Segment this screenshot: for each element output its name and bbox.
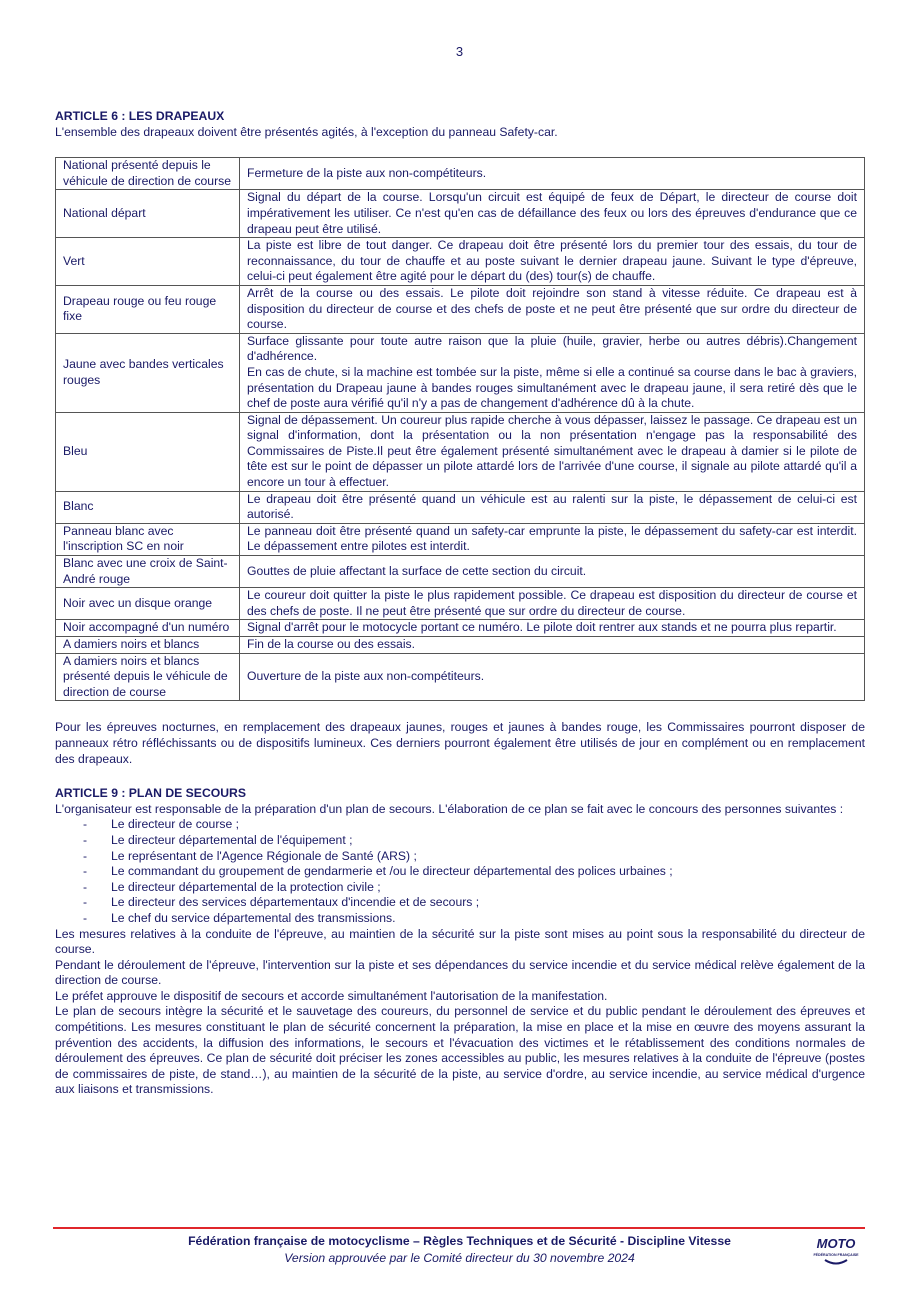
persons-list <box>55 817 865 926</box>
flag-name-cell: Bleu <box>56 412 240 491</box>
flag-name-cell: A damiers noirs et blancs <box>56 637 240 654</box>
flag-row <box>56 158 865 190</box>
list-item: - Le chef du service départemental des transmissions. <box>83 911 865 927</box>
flag-name-cell: Drapeau rouge ou feu rouge fixe <box>56 285 240 333</box>
flag-meaning-cell: Signal d'arrêt pour le motocycle portant ce numéro. Le pilote doit rentrer aux stands et ne pourra plus repartir. <box>240 620 865 637</box>
flag-meaning-cell: Le coureur doit quitter la piste le plus rapidement possible. Ce drapeau est disposition du directeur de course et des chefs de poste. Il ne peut être présenté que sur ordre du directeur de course. <box>240 588 865 620</box>
article-9-paragraphs <box>55 927 865 1099</box>
ffm-logo-icon <box>812 1234 860 1270</box>
flag-meaning-cell: Fin de la course ou des essais. <box>240 637 865 654</box>
flag-name-cell: A damiers noirs et blancs présenté depuis le véhicule de direction de course <box>56 653 240 701</box>
flag-name-cell: Noir avec un disque orange <box>56 588 240 620</box>
flag-meaning-cell: Arrêt de la course ou des essais. Le pilote doit rejoindre son stand à vitesse réduite. Ce drapeau est à disposition du directeur de course et des chefs de poste et ne peut être présenté que sur ordre du directeur de course. <box>240 285 865 333</box>
flag-name-cell: Blanc avec une croix de Saint-André rouge <box>56 556 240 588</box>
article-9-section <box>55 786 865 1098</box>
flag-name-cell: Vert <box>56 238 240 286</box>
flag-meaning-cell: Signal du départ de la course. Lorsqu'un circuit est équipé de feux de Départ, le directeur de course doit impérativement les utiliser. Ce n'est qu'en cas de défaillance des feux ou lors des épreuves d'endurance que ce drapeau peut être utilisé. <box>240 190 865 238</box>
article-9-title: ARTICLE 9 : PLAN DE SECOURS <box>55 786 246 801</box>
footer <box>0 1233 919 1267</box>
flag-row <box>56 556 865 588</box>
svg-text:FÉDÉRATION FRANÇAISE: FÉDÉRATION FRANÇAISE <box>813 1253 859 1257</box>
flag-meaning-cell: Gouttes de pluie affectant la surface de cette section du circuit. <box>240 556 865 588</box>
flag-row <box>56 491 865 523</box>
ffm-logo <box>812 1234 860 1270</box>
article-9-paragraph: Le préfet approuve le dispositif de secours et accorde simultanément l'autorisation de la manifestation. <box>55 988 608 1003</box>
flag-row <box>56 412 865 491</box>
flag-row <box>56 637 865 654</box>
footer-title: Fédération française de motocyclisme – Règles Techniques et de Sécurité - Discipline Vitesse <box>188 1234 731 1248</box>
flag-name-cell: Panneau blanc avec l'inscription SC en noir <box>56 523 240 555</box>
flag-row <box>56 285 865 333</box>
page-number: 3 <box>455 44 464 59</box>
article-6-intro: L'ensemble des drapeaux doivent être présentés agités, à l'exception du panneau Safety-car. <box>55 124 558 139</box>
list-item: - Le directeur des services départementaux d'incendie et de secours ; <box>83 895 865 911</box>
article-9-paragraph: Les mesures relatives à la conduite de l'épreuve, au maintien de la sécurité sur la piste sont mises au point sous la responsabilité du directeur de course. <box>55 926 865 957</box>
flag-meaning-cell: Surface glissante pour toute autre raison que la pluie (huile, gravier, herbe ou autres débris).Changement d'adhérence. En cas de chute, si la machine est tombée sur la piste, même si elle a continué sa course dans le bac à graviers, présentation du Drapeau jaune à bandes rouges simultanément avec le drapeau jaune, il sera retiré dès que le chef de poste aura vérifié qu'il n'y a pas de changement d'adhérence dû à la chute. <box>240 333 865 412</box>
night-events-paragraph: Pour les épreuves nocturnes, en remplacement des drapeaux jaunes, rouges et jaunes à bandes rouge, les Commissaires pourront disposer de panneaux rétro réfléchissants ou de dispositifs lumineux. Ces derniers pourront également être utilisés de jour en complément ou en remplacement des drapeaux. <box>55 720 865 766</box>
list-item: - Le représentant de l'Agence Régionale de Santé (ARS) ; <box>83 849 865 865</box>
flag-name-cell: Blanc <box>56 491 240 523</box>
flag-row <box>56 523 865 555</box>
list-item: - Le directeur départemental de l'équipement ; <box>83 833 865 849</box>
footer-version: Version approuvée par le Comité directeur du 30 novembre 2024 <box>284 1251 635 1265</box>
flag-meaning-cell: Le drapeau doit être présenté quand un véhicule est au ralenti sur la piste, le dépassement de celui-ci est autorisé. <box>240 491 865 523</box>
footer-divider <box>53 1227 865 1229</box>
flags-table <box>55 157 865 701</box>
flag-name-cell: Noir accompagné d'un numéro <box>56 620 240 637</box>
flag-meaning-cell: Fermeture de la piste aux non-compétiteurs. <box>240 158 865 190</box>
list-item: - Le directeur départemental de la protection civile ; <box>83 880 865 896</box>
document-body <box>55 109 865 1098</box>
flag-name-cell: Jaune avec bandes verticales rouges <box>56 333 240 412</box>
list-item: - Le directeur de course ; <box>83 817 865 833</box>
flags-table-body <box>56 158 865 701</box>
flag-meaning-cell: Le panneau doit être présenté quand un safety-car emprunte la piste, le dépassement du safety-car est interdit. Le dépassement entre pilotes est interdit. <box>240 523 865 555</box>
flag-meaning-cell: Signal de dépassement. Un coureur plus rapide cherche à vous dépasser, laissez le passage. Ce drapeau est un signal d'information, dont la présentation ou la non présentation n'engage pas la responsabilité des Commissaires de Piste.Il peut être également présenté simultanément avec le drapeau à damier si le pilote de tête est sur le point de dépasser un pilote attardé lors de l'arrivée d'une course, il signale au pilote attardé qu'il a encore un tour à effectuer. <box>240 412 865 491</box>
article-9-paragraph: Le plan de secours intègre la sécurité et le sauvetage des coureurs, du personnel de service et du public pendant le déroulement des épreuves et compétitions. Les mesures constituant le plan de sécurité concernent la préparation, la mise en place et la mise en œuvre des moyens assurant la prévention des accidents, la diffusion des informations, le secours et l'évacuation des victimes et le rétablissement des conditions normales de déroulement des épreuves. Ce plan de sécurité doit préciser les zones accessibles au public, les mesures relatives à la conduite de l'épreuve (postes de commissaires de piste, de stand…), au maintien de la sécurité de la piste, au service d'ordre, au service incendie, au service médical d'urgence aux liaisons et transmissions. <box>55 1004 865 1097</box>
flag-meaning-cell: Ouverture de la piste aux non-compétiteurs. <box>240 653 865 701</box>
list-item: - Le commandant du groupement de gendarmerie et /ou le directeur départemental des polices urbaines ; <box>83 864 865 880</box>
svg-text:MOTO: MOTO <box>816 1236 856 1251</box>
flag-row <box>56 190 865 238</box>
flag-row <box>56 238 865 286</box>
flag-row <box>56 333 865 412</box>
flag-row <box>56 620 865 637</box>
flag-name-cell: National départ <box>56 190 240 238</box>
flag-row <box>56 653 865 701</box>
flag-name-cell: National présenté depuis le véhicule de direction de course <box>56 158 240 190</box>
flag-row <box>56 588 865 620</box>
article-9-paragraph: Pendant le déroulement de l'épreuve, l'intervention sur la piste et ses dépendances du service incendie et du service médical relève également de la direction de course. <box>55 957 865 988</box>
article-6-title: ARTICLE 6 : LES DRAPEAUX <box>55 109 225 123</box>
flag-meaning-cell: La piste est libre de tout danger. Ce drapeau doit être présenté lors du premier tour des essais, du tour de reconnaissance, du tour de chauffe et au poste suivant le dernier drapeau jaune. Suivant le type d'épreuve, celui-ci peut également être agité pour le départ du (des) tour(s) de chauffe. <box>240 238 865 286</box>
article-9-intro: L'organisateur est responsable de la préparation d'un plan de secours. L'élaboration de ce plan se fait avec le concours des personnes suivantes : <box>55 801 844 816</box>
